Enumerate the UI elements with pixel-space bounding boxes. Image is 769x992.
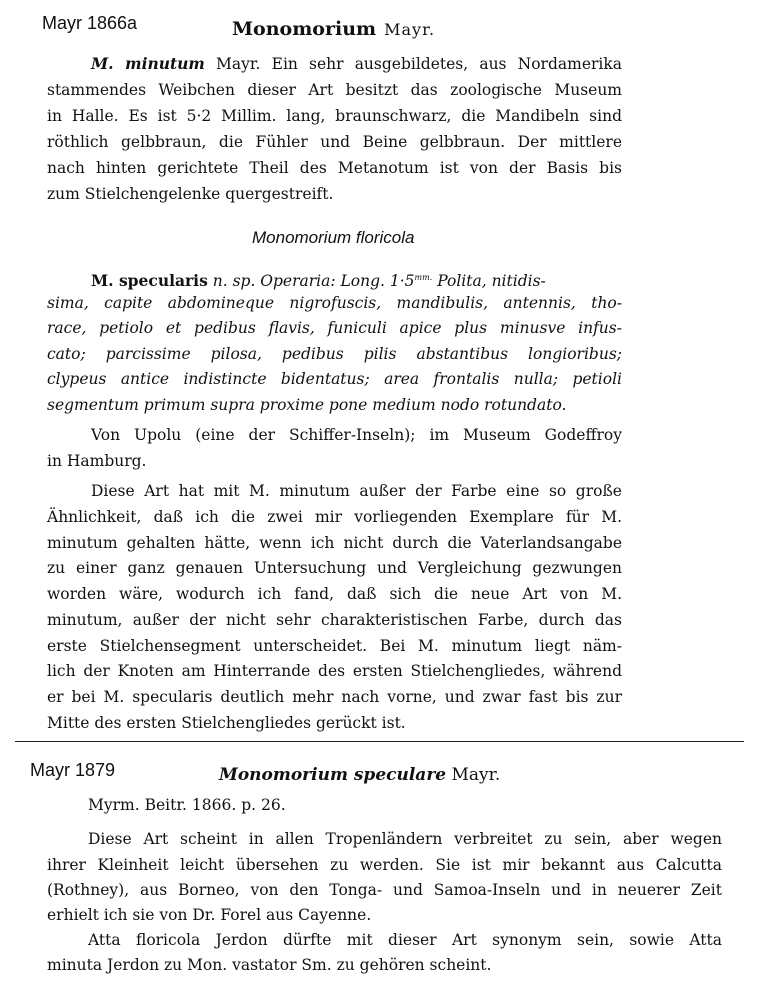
diagnosis-line: sima, capite abdomineque nigrofuscis, mandibulis, antennis, tho-	[47, 294, 622, 312]
text-line: zum Stielchengelenke quergestreift.	[47, 185, 334, 203]
species-heading	[219, 765, 500, 785]
source-label-1879: Mayr 1879	[30, 760, 116, 780]
diagnosis-text: Polita, nitidis-	[432, 272, 546, 291]
text-line: nach hinten gerichtete Theil des Metanotum ist von der Basis bis	[47, 159, 622, 177]
discussion-line: minutum gehalten hätte, wenn ich nicht durch die Vaterlandsangabe	[47, 534, 622, 552]
text-line: minuta Jerdon zu Mon. vastator Sm. zu gehören scheint.	[47, 956, 492, 974]
species-heading-author: Mayr.	[451, 765, 501, 785]
discussion-line: worden wäre, wodurch ich fand, daß sich die neue Art von M.	[47, 585, 622, 603]
text-line: erhielt ich sie von Dr. Forel aus Cayenne.	[47, 906, 372, 924]
text-line	[91, 54, 622, 74]
discussion-line: er bei M. specularis deutlich mehr nach vorne, und zwar fast bis zur	[47, 688, 622, 706]
text-line: röthlich gelbbraun, die Fühler und Beine gelbbraun. Der mittlere	[47, 133, 622, 151]
discussion-line: Ähnlichkeit, daß ich die zwei mir vorliegenden Exemplare für M.	[47, 508, 622, 526]
text-line: ihrer Kleinheit leicht übersehen zu werden. Sie ist mir bekannt aus Calcutta	[47, 856, 722, 874]
diagnosis-line: race, petiolo et pedibus flavis, funiculi apice plus minusve infus-	[47, 319, 622, 337]
text-line: Diese Art scheint in allen Tropenländern verbreitet zu sein, aber wegen	[88, 830, 722, 848]
section-divider	[15, 741, 744, 742]
diagnosis-line	[91, 268, 622, 291]
diagnosis-line: cato; parcissime pilosa, pedibus pilis abstantibus longioribus;	[47, 345, 622, 363]
discussion-line: Mitte des ersten Stielchengliedes gerückt ist.	[47, 714, 406, 732]
locality-line: Von Upolu (eine der Schiffer-Inseln); im Museum Godeffroy	[91, 426, 622, 444]
unit-superscript: mm.	[414, 273, 433, 282]
discussion-line: minutum, außer der nicht sehr charakteristischen Farbe, durch das	[47, 611, 622, 629]
locality-line: in Hamburg.	[47, 452, 147, 470]
discussion-line: zu einer ganz genauen Untersuchung und Vergleichung gezwungen	[47, 559, 622, 577]
genus-author: Mayr.	[384, 20, 436, 39]
species-name: M. minutum	[91, 54, 205, 73]
text-line: (Rothney), aus Borneo, von den Tonga- und Samoa-Inseln und in neuerer Zeit	[47, 881, 722, 899]
diagnosis-line: clypeus antice indistincte bidentatus; area frontalis nulla; petioli	[47, 370, 622, 388]
discussion-line: Diese Art hat mit M. minutum außer der Farbe eine so große	[91, 482, 622, 500]
genus-heading	[232, 18, 435, 40]
new-species-name: M. specularis	[91, 271, 208, 291]
species-heading-name: Monomorium speculare	[219, 765, 447, 785]
diagnosis-text: n. sp. Operaria: Long. 1·5	[212, 272, 415, 291]
text-line: stammendes Weibchen dieser Art besitzt das zoologische Museum	[47, 81, 622, 99]
diagnosis-line: segmentum primum supra proxime pone medium nodo rotundato.	[47, 396, 567, 414]
species-subheading: Monomorium floricola	[252, 228, 415, 247]
discussion-line: erste Stielchensegment unterscheidet. Bei M. minutum liegt näm-	[47, 637, 622, 655]
text-line: Atta floricola Jerdon dürfte mit dieser Art synonym sein, sowie Atta	[88, 931, 722, 949]
source-label-1866: Mayr 1866a	[42, 13, 138, 33]
genus-name: Monomorium	[232, 18, 377, 40]
text-line: in Halle. Es ist 5·2 Millim. lang, braunschwarz, die Mandibeln sind	[47, 107, 622, 125]
reference-line: Myrm. Beitr. 1866. p. 26.	[88, 796, 286, 814]
discussion-line: lich der Knoten am Hinterrande des ersten Stielchengliedes, während	[47, 662, 622, 680]
text-span: Mayr. Ein sehr ausgebildetes, aus Nordamerika	[204, 55, 622, 73]
